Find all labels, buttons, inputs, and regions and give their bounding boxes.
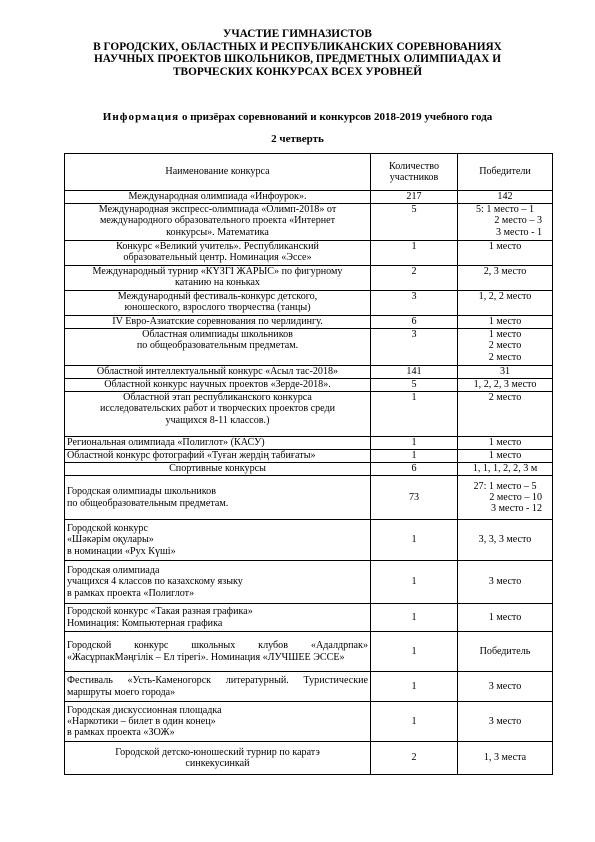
competition-name-line: по общеобразовательным предметам.	[67, 497, 229, 509]
quarter-label: 2 четверть	[271, 133, 324, 145]
winners-line: 3 место	[488, 680, 522, 692]
competition-name-line: Городской конкурс школьных клубов «Адалдрпак» «ЖасұрпакМәңгілік – Ел тірегі». Номинация «ЛУЧШЕЕ ЭССЕ»	[67, 640, 368, 663]
table-row	[65, 450, 553, 463]
competition-name-line: синкекусинкай	[185, 758, 250, 769]
title-line: НАУЧНЫХ ПРОЕКТОВ ШКОЛЬНИКОВ, ПРЕДМЕТНЫХ ОЛИМПИАДАХ И	[93, 53, 502, 66]
table-row	[65, 241, 553, 266]
winners-line: 31	[499, 366, 511, 377]
competition-name-cell	[65, 437, 371, 450]
competition-name-line: Городская олимпиада	[67, 565, 160, 577]
winners-cell	[458, 329, 553, 366]
table-row	[65, 742, 553, 775]
competition-name-cell	[65, 366, 371, 379]
winners-cell	[458, 241, 553, 266]
competition-name-line: исследовательских работ и творческих проектов среди	[99, 403, 336, 415]
winners-line: 3 место - 1	[496, 226, 542, 238]
competition-name-line: Региональная олимпиада «Полиглот» (КАСУ)	[67, 437, 265, 448]
competition-name-line: Городская дискуссионная площадка	[67, 704, 222, 716]
winners-cell	[458, 604, 553, 632]
winners-line: 1, 3 места	[483, 752, 527, 764]
competition-name-cell	[65, 672, 371, 702]
winners-line: 1, 2, 2 место	[478, 291, 532, 302]
winners-line: 1 место	[488, 611, 522, 623]
subtitle-lead: Информация	[102, 111, 180, 123]
table-row	[65, 561, 553, 604]
competition-name-line: Спортивные конкурсы	[169, 463, 266, 474]
winners-line: 2 место – 3	[494, 215, 542, 227]
winners-cell	[458, 463, 553, 476]
competition-name-cell	[65, 291, 371, 316]
table-row	[65, 476, 553, 520]
column-header-count-line: Количество	[388, 160, 440, 172]
competition-name-cell	[65, 379, 371, 392]
winners-line: 1 место	[488, 329, 522, 340]
participants-count-cell: 2	[371, 266, 458, 291]
winners-line: 27: 1 место – 5	[473, 480, 537, 492]
winners-cell	[458, 316, 553, 329]
competition-name-cell	[65, 329, 371, 366]
competition-name-cell	[65, 632, 371, 672]
competition-name-line: юношеского, взрослого творчества (танцы)	[124, 302, 311, 314]
competition-name-line: в номинации «Рух Күші»	[67, 545, 176, 557]
winners-line: 2, 3 место	[483, 266, 527, 277]
competition-name-cell	[65, 604, 371, 632]
winners-cell	[458, 266, 553, 291]
winners-line: 1 место	[488, 316, 522, 327]
competition-name-cell	[65, 742, 371, 775]
competition-name-line: международного образовательного проекта «Интернет	[99, 215, 336, 227]
document-title	[40, 28, 555, 78]
winners-line: 2 место	[488, 351, 522, 363]
winners-line: 1, 1, 1, 2, 2, 3 м	[472, 463, 538, 474]
participants-count-cell: 1	[371, 632, 458, 672]
competition-name-line: Городской конкурс «Такая разная графика»	[67, 606, 253, 618]
competition-name-line: в рамках проекта «ЗОЖ»	[67, 727, 175, 739]
competition-name-line: Международный турнир «КҮЗГІ ЖАРЫС» по фигурному	[92, 266, 343, 277]
competition-name-line: Областная олимпиады школьников	[142, 329, 293, 340]
participants-count-cell: 1	[371, 450, 458, 463]
competition-name-line: учащихся 4 классов по казахскому языку	[67, 576, 243, 588]
table-row	[65, 463, 553, 476]
winners-line: 2 место	[488, 340, 522, 352]
winners-line: 1, 2, 2, 3 место	[473, 379, 537, 390]
participants-count-cell: 6	[371, 463, 458, 476]
participants-count-cell: 5	[371, 379, 458, 392]
participants-count-cell: 1	[371, 672, 458, 702]
participants-count-cell: 217	[371, 191, 458, 204]
winners-cell	[458, 672, 553, 702]
table-row	[65, 437, 553, 450]
competition-name-line: «Шәкәрім оқулары»	[67, 534, 154, 546]
competition-table	[64, 153, 553, 775]
competition-name-line: «Наркотики – билет в один конец»	[67, 715, 216, 727]
winners-cell	[458, 632, 553, 672]
winners-line: 3, 3, 3 место	[478, 534, 532, 546]
winners-cell	[458, 520, 553, 561]
column-header-winners: Победители	[458, 154, 553, 191]
document-subtitle	[40, 111, 555, 123]
participants-count-cell: 73	[371, 476, 458, 520]
subtitle-text: о призёрах соревнований и конкурсов 2018-2019 учебного года	[179, 111, 493, 123]
table-row	[65, 329, 553, 366]
competition-name-cell	[65, 463, 371, 476]
winners-cell	[458, 437, 553, 450]
table-body	[65, 191, 553, 775]
participants-count-cell: 6	[371, 316, 458, 329]
competition-name-line: образовательный центр. Номинация «Эссе»	[123, 252, 312, 264]
competition-name-cell	[65, 450, 371, 463]
competition-name-line: Городской детско-юношеский турнир по каратэ	[115, 746, 320, 758]
competition-name-cell	[65, 241, 371, 266]
competition-name-line: учащихся 8-11 классов.)	[165, 414, 270, 426]
participants-count-cell: 2	[371, 742, 458, 775]
competition-name-line: Номинация: Компьютерная графика	[67, 617, 223, 629]
table-header-row	[65, 154, 553, 191]
winners-cell	[458, 702, 553, 742]
table-row	[65, 520, 553, 561]
winners-cell	[458, 742, 553, 775]
winners-cell	[458, 476, 553, 520]
winners-cell	[458, 450, 553, 463]
winners-line: 142	[497, 191, 513, 202]
competition-name-cell	[65, 266, 371, 291]
winners-cell	[458, 191, 553, 204]
competition-name-cell	[65, 392, 371, 437]
competition-name-line: в рамках проекта «Полиглот»	[67, 587, 195, 599]
participants-count-cell: 1	[371, 392, 458, 437]
table-row	[65, 191, 553, 204]
competition-name-line: Фестиваль «Усть-Каменогорск литературный. Туристические маршруты моего города»	[67, 675, 368, 698]
winners-cell	[458, 291, 553, 316]
column-header-name: Наименование конкурса	[65, 154, 371, 191]
title-line: В ГОРОДСКИХ, ОБЛАСТНЫХ И РЕСПУБЛИКАНСКИХ СОРЕВНОВАНИЯХ	[93, 40, 502, 53]
winners-line: 3 место - 12	[491, 503, 542, 515]
winners-cell	[458, 392, 553, 437]
table-row	[65, 291, 553, 316]
competition-name-line: Международная олимпиада «Инфоурок».	[128, 191, 307, 202]
title-line: ТВОРЧЕСКИХ КОНКУРСАХ ВСЕХ УРОВНЕЙ	[173, 65, 422, 78]
competition-name-cell	[65, 191, 371, 204]
participants-count-cell: 3	[371, 291, 458, 316]
competition-name-line: Областной конкурс научных проектов «Зерде-2018».	[104, 379, 331, 390]
competition-name-cell	[65, 561, 371, 604]
winners-line: 1 место	[488, 437, 522, 448]
table-row	[65, 672, 553, 702]
winners-line: 2 место	[488, 392, 522, 403]
participants-count-cell: 141	[371, 366, 458, 379]
competition-name-cell	[65, 702, 371, 742]
winners-line: 1 место	[488, 450, 522, 461]
participants-count-cell: 5	[371, 204, 458, 241]
table-row	[65, 604, 553, 632]
winners-line: 2 место – 10	[489, 491, 542, 503]
winners-cell	[458, 561, 553, 604]
table-row	[65, 392, 553, 437]
competition-name-line: Международный фестиваль-конкурс детского,	[117, 291, 318, 302]
winners-line: 3 место	[488, 576, 522, 588]
competition-name-cell	[65, 316, 371, 329]
competition-name-line: по общеобразовательным предметам.	[136, 340, 299, 352]
winners-line: 1 место	[488, 241, 522, 252]
competition-name-cell	[65, 204, 371, 241]
competition-name-cell	[65, 476, 371, 520]
participants-count-cell: 1	[371, 520, 458, 561]
competition-name-line: катанию на коньках	[175, 277, 260, 289]
table-row	[65, 204, 553, 241]
competition-name-line: IV Евро-Азиатские соревнования по черлидингу.	[112, 316, 323, 327]
competition-name-line: Областной конкурс фотографий «Туған жердің табиғаты»	[67, 450, 316, 461]
winners-cell	[458, 366, 553, 379]
winners-line: 3 место	[488, 715, 522, 727]
participants-count-cell: 1	[371, 437, 458, 450]
table-row	[65, 316, 553, 329]
winners-cell	[458, 379, 553, 392]
competition-name-line: Конкурс «Великий учитель». Республиканский	[116, 241, 319, 252]
table-row	[65, 266, 553, 291]
participants-count-cell: 1	[371, 241, 458, 266]
winners-line: 5: 1 место – 1	[475, 204, 534, 215]
column-header-count-line: участников	[389, 172, 439, 183]
title-line: УЧАСТИЕ ГИМНАЗИСТОВ	[223, 28, 372, 40]
winners-line: Победитель	[479, 645, 531, 657]
competition-name-line: Областной этап республиканского конкурса	[123, 392, 312, 403]
column-header-count	[371, 154, 458, 191]
table-row	[65, 379, 553, 392]
table-row	[65, 366, 553, 379]
table-row	[65, 632, 553, 672]
participants-count-cell: 1	[371, 561, 458, 604]
competition-name-cell	[65, 520, 371, 561]
competition-name-line: Городской конкурс	[67, 523, 148, 535]
participants-count-cell: 1	[371, 604, 458, 632]
participants-count-cell: 3	[371, 329, 458, 366]
competition-name-line: конкурсы». Математика	[166, 226, 269, 238]
competition-name-line: Международная экспресс-олимпиада «Олимп-2018» от	[98, 204, 337, 215]
participants-count-cell: 1	[371, 702, 458, 742]
table-row	[65, 702, 553, 742]
competition-name-line: Областной интеллектуальный конкурс «Асыл тас-2018»	[96, 366, 339, 377]
competition-name-line: Городская олимпиады школьников	[67, 486, 216, 498]
winners-cell	[458, 204, 553, 241]
